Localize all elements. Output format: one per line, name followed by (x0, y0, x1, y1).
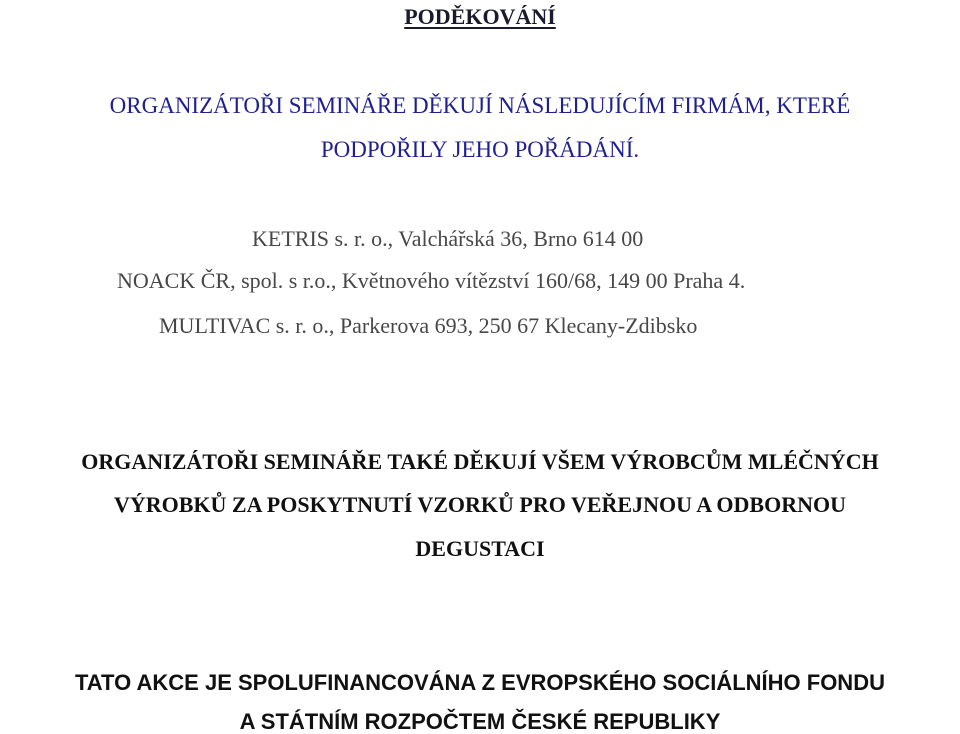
funding-line-1: TATO AKCE JE SPOLUFINANCOVÁNA Z EVROPSKÉHO SOCIÁLNÍHO FONDU (75, 670, 885, 695)
funding-line-2: A STÁTNÍM ROZPOČTEM ČESKÉ REPUBLIKY (239, 709, 721, 734)
sponsor-ketris: KETRIS s. r. o., Valchářská 36, Brno 614 00 (252, 226, 644, 251)
producers-thanks-line-3: DEGUSTACI (415, 536, 545, 561)
producers-thanks-line-2: VÝROBKŮ ZA POSKYTNUTÍ VZORKŮ PRO VEŘEJNOU A ODBORNOU (113, 492, 846, 517)
sponsor-multivac: MULTIVAC s. r. o., Parkerova 693, 250 67 Klecany-Zdibsko (159, 313, 698, 338)
sponsor-noack: NOACK ČR, spol. s r.o., Květnového vítězství 160/68, 149 00 Praha 4. (117, 268, 746, 293)
producers-thanks-line-1: ORGANIZÁTOŘI SEMINÁŘE TAKÉ DĚKUJÍ VŠEM VÝROBCŮM MLÉČNÝCH (81, 449, 879, 474)
thanks-intro-line-2: PODPOŘILY JEHO POŘÁDÁNÍ. (320, 137, 640, 162)
thanks-intro-line-1: ORGANIZÁTOŘI SEMINÁŘE DĚKUJÍ NÁSLEDUJÍCÍM FIRMÁM, KTERÉ (109, 93, 851, 118)
page-title: PODĚKOVÁNÍ (404, 4, 556, 29)
